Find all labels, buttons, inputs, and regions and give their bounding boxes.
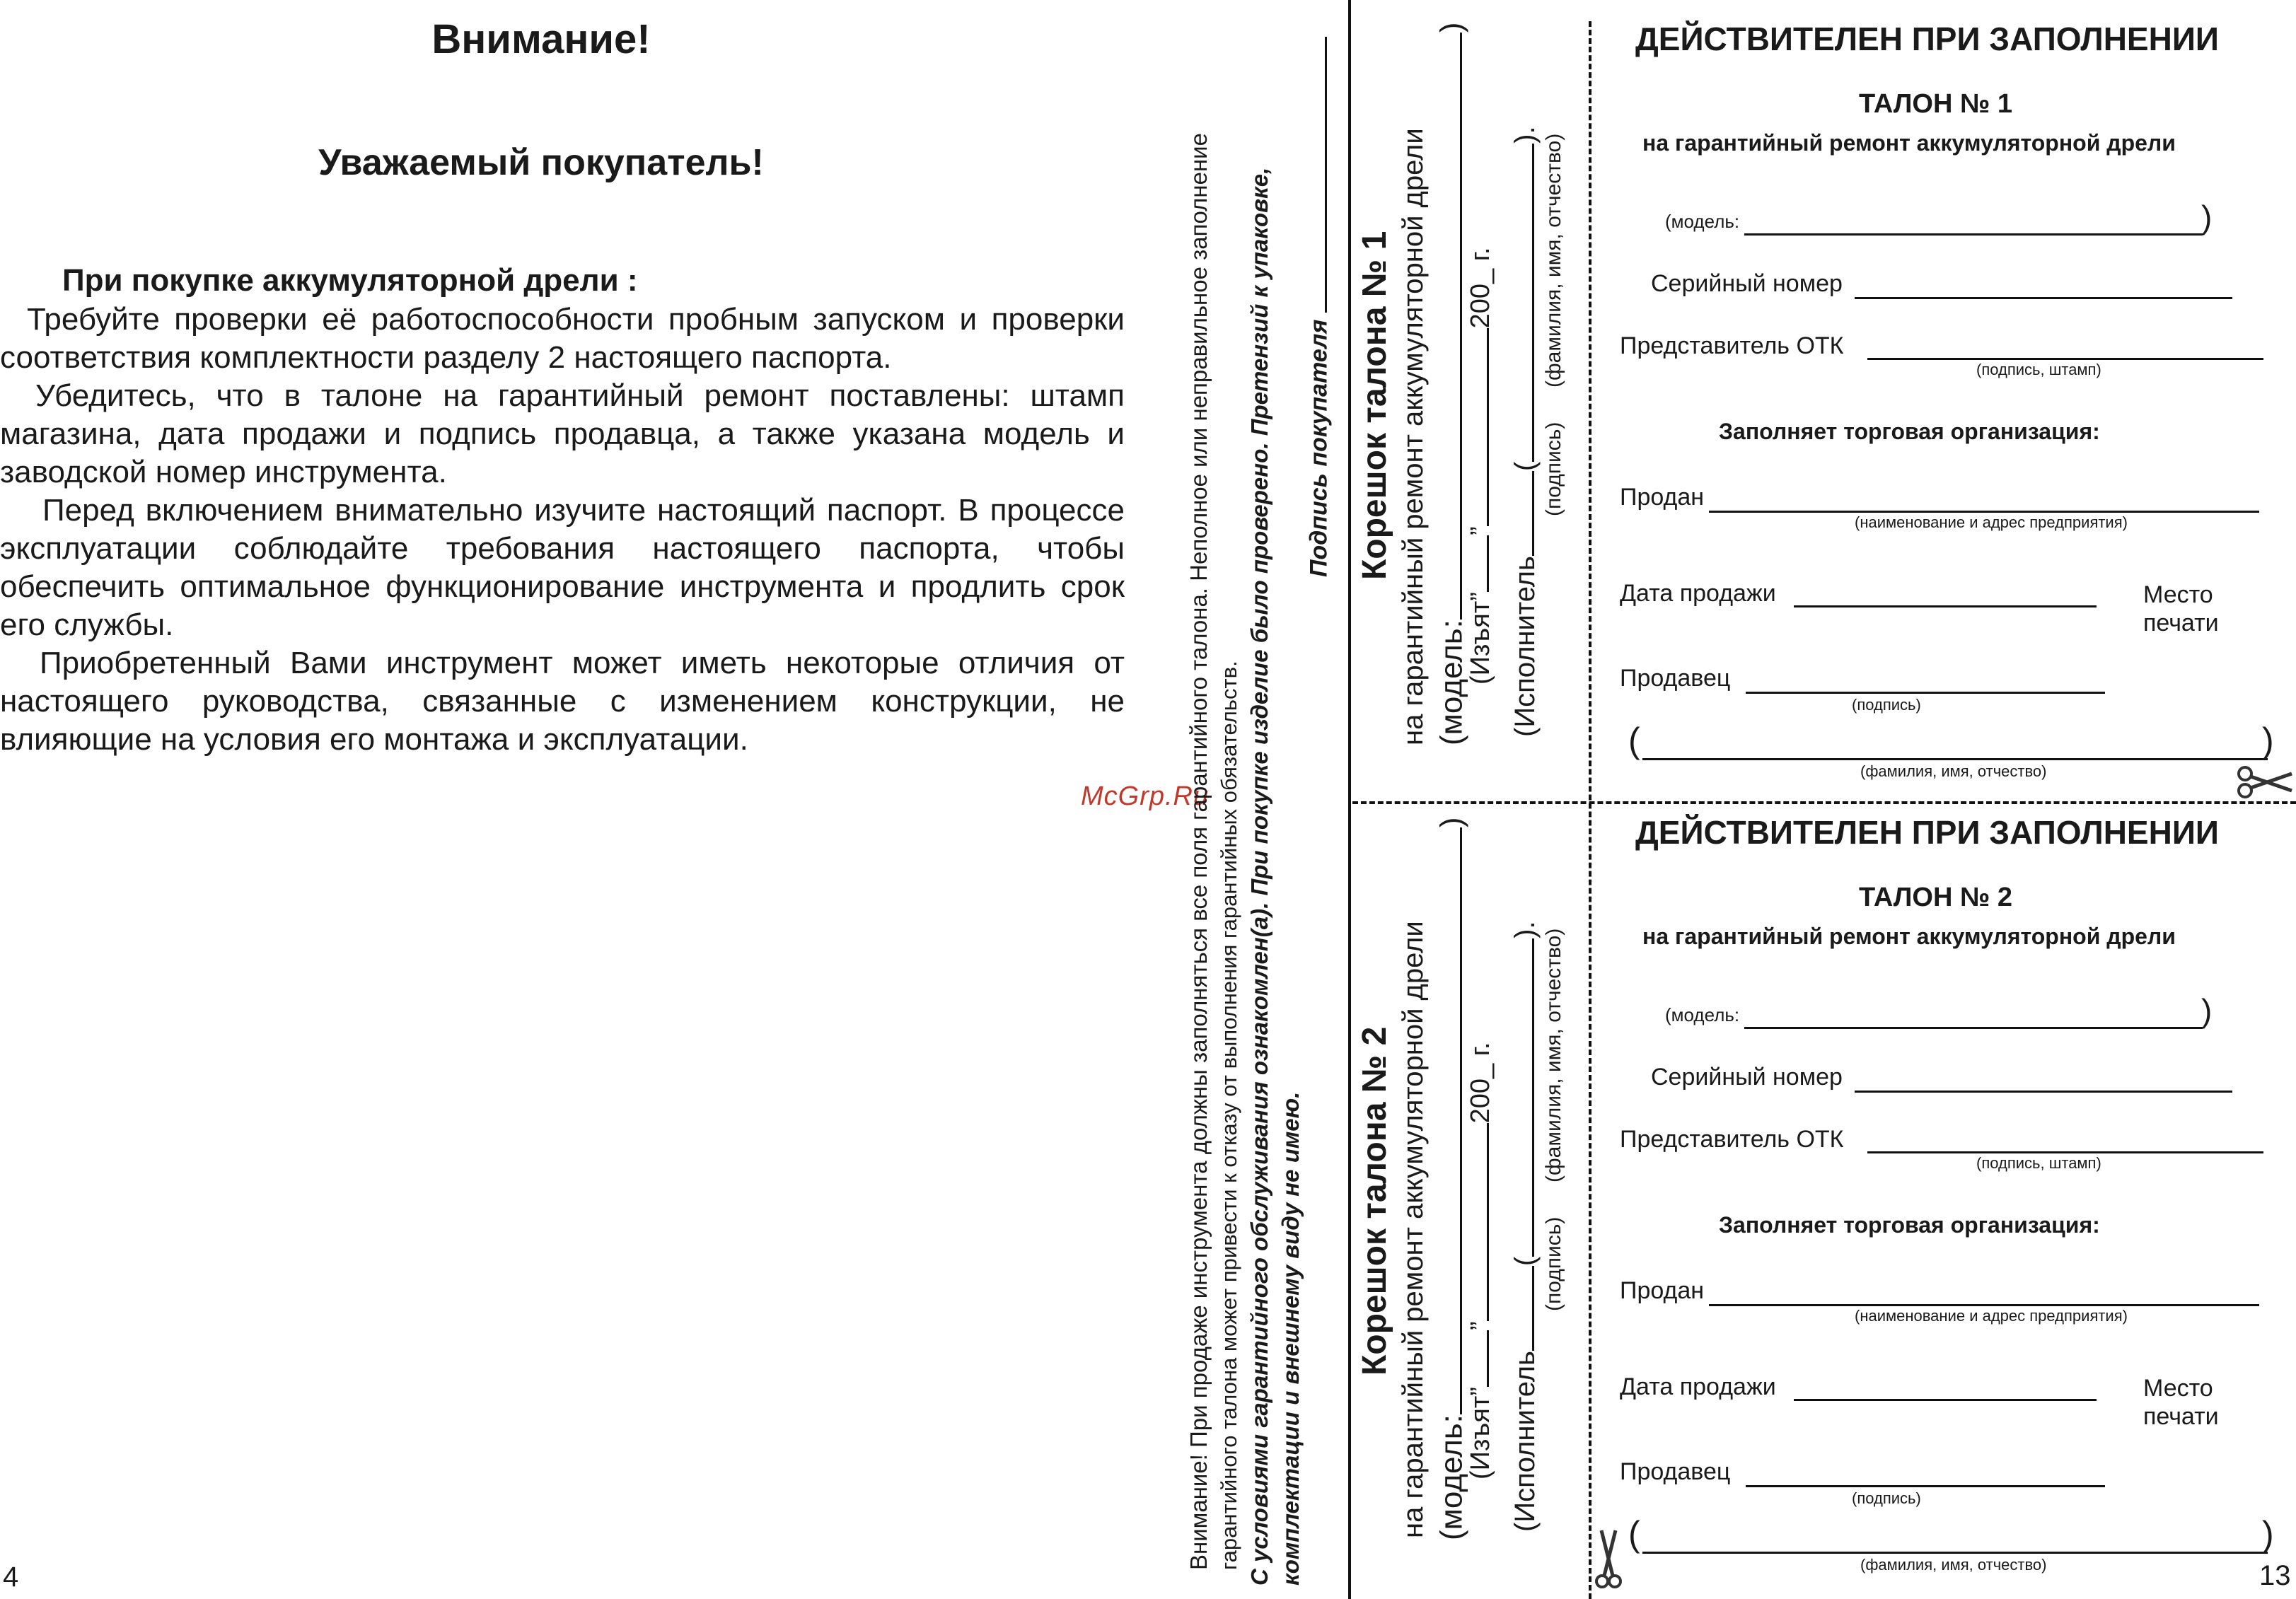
section-heading: При покупке аккумуляторной дрели : [62,263,638,298]
coupon-2-serial-line[interactable] [1855,1091,2232,1093]
stub-1-model: (модель:) [1432,22,1470,745]
coupon-2-valid: ДЕЙСТВИТЕЛЕН ПРИ ЗАПОЛНЕНИИ [1635,814,2219,851]
page-number-left: 4 [3,1562,19,1593]
cut-line-horizontal [1352,801,2296,804]
notice-line-2: гарантийного талона может привести к отказу от выполнения гарантийных обязательств. [1217,661,1241,1570]
coupon-1-seller-label: Продавец [1620,665,1731,692]
coupon-1-sold-line[interactable] [1709,511,2259,513]
cut-line-vertical [1589,21,1591,1599]
coupon-2-date-label: Дата продажи [1620,1373,1776,1400]
paragraph-1: Требуйте проверки её работоспособности пробным запуском и проверки соответствия комплектности разделу 2 настоящего паспорта. [0,302,1125,375]
coupon-1-fio-hint: (фамилия, имя, отчество) [1860,762,2047,780]
coupon-2-number: ТАЛОН № 2 [1859,883,2012,912]
coupon-2-otk-hint: (подпись, штамп) [1976,1154,2101,1172]
stub-1-title: Корешок талона № 1 [1356,231,1393,580]
coupon-2-model-close: ) [2201,992,2213,1029]
watermark: McGrp.Ru [1081,781,1210,811]
coupon-2-subtitle: на гарантийный ремонт аккумуляторной дрели [1642,924,2176,949]
stub-2-taken: (Изъят””200_ г. [1463,1042,1496,1479]
buyer-signature-label: Подпись покупателя [1303,37,1333,577]
coupon-1-stamp-2: печати [2143,610,2219,636]
paragraph-2: Убедитесь, что в талоне на гарантийный ремонт поставлены: штамп магазина, дата продажи и подпись продавца, а также указана модель и заводской номер инструмента. [0,378,1125,489]
stub-2-executor: (Исполнитель(). [1507,921,1541,1532]
coupon-1-org: Заполняет торговая организация: [1719,419,2100,444]
notice-line-3: С условиями гарантийного обслуживания ознакомлен(а). При покупке изделие было проверено. Претензий к упаковке, [1246,167,1272,1586]
coupon-1-seller-line[interactable] [1746,692,2105,694]
coupon-2-stamp-1: Место [2143,1375,2213,1402]
coupon-2-stamp-2: печати [2143,1403,2219,1430]
coupon-1-serial-line[interactable] [1855,297,2232,299]
coupon-2-org: Заполняет торговая организация: [1719,1212,2100,1238]
coupon-2-otk-label: Представитель ОТК [1620,1126,1844,1153]
coupon-1-sold-label: Продан [1620,484,1705,511]
coupon-2-fio-open: ( [1628,1514,1640,1554]
notice-line-4: комплектации и внешнему виду не имею. [1277,1091,1304,1586]
coupon-2-fio-close: ) [2262,1514,2274,1554]
coupon-2-seller-label: Продавец [1620,1458,1731,1485]
coupon-2-fio-hint: (фамилия, имя, отчество) [1860,1556,2047,1574]
coupon-2-date-line[interactable] [1794,1399,2097,1401]
coupon-1-seller-hint: (подпись) [1852,696,1921,714]
coupon-2-otk-line[interactable] [1867,1151,2263,1153]
coupon-1-sold-hint: (наименование и адрес предприятия) [1855,513,2128,531]
stub-2-model: (модель:) [1432,817,1470,1540]
coupon-1-number: ТАЛОН № 1 [1859,89,2012,119]
stub-1-fio-hint: (фамилия, имя, отчество) [1542,133,1565,388]
coupon-2-model-label: (модель: [1665,1004,1740,1025]
stub-2-subtitle: на гарантийный ремонт аккумуляторной дрели [1398,921,1429,1538]
coupon-1-date-line[interactable] [1794,605,2097,607]
coupon-2-fio-line[interactable] [1642,1552,2268,1554]
coupon-1-model-close: ) [2201,199,2213,236]
coupon-1-otk-label: Представитель ОТК [1620,332,1844,359]
instructions-text [0,301,1125,759]
stub-2-fio-hint: (фамилия, имя, отчество) [1542,928,1565,1182]
page-title: Внимание! [431,16,651,62]
coupon-1-otk-hint: (подпись, штамп) [1976,361,2101,378]
stub-2-sign-hint: (подпись) [1542,1216,1565,1311]
stub-1-executor: (Исполнитель(). [1507,126,1541,737]
coupon-2-sold-label: Продан [1620,1277,1705,1304]
stub-2-title: Корешок талона № 2 [1356,1026,1393,1376]
coupon-2-seller-hint: (подпись) [1852,1489,1921,1507]
coupon-1-model-line[interactable] [1744,233,2203,236]
notice-line-1: Внимание! При продаже инструмента должны заполняться все поля гарантийного талона. Неполное или неправильное заполнение [1185,133,1212,1570]
page-subtitle: Уважаемый покупатель! [318,142,764,183]
scissors-icon [1594,1528,1623,1591]
paragraph-4: Приобретенный Вами инструмент может иметь некоторые отличия от настоящего руководства, связанные с изменением конструкции, не влияющие на условия его монтажа и эксплуатации. [0,646,1125,757]
coupon-1-fio-line[interactable] [1642,758,2268,760]
coupon-1-stamp-1: Место [2143,581,2213,608]
coupon-2-serial-label: Серийный номер [1651,1064,1843,1091]
coupon-1-model-label: (модель: [1665,211,1740,232]
page-number-right: 13 [2259,1560,2291,1591]
stub-1-taken: (Изъят””200_ г. [1463,248,1496,685]
coupon-1-otk-line[interactable] [1867,358,2263,360]
coupon-2-model-line[interactable] [1744,1027,2203,1029]
coupon-1-date-label: Дата продажи [1620,580,1776,607]
coupon-1-fio-open: ( [1628,721,1640,760]
coupon-2-sold-hint: (наименование и адрес предприятия) [1855,1307,2128,1325]
coupon-2-seller-line[interactable] [1746,1485,2105,1487]
paragraph-3: Перед включением внимательно изучите настоящий паспорт. В процессе эксплуатации соблюдайте требования настоящего паспорта, чтобы обеспечить оптимальное функционирование инструмента и продлить срок его службы. [0,493,1125,642]
separator-line [1348,0,1351,1599]
stub-1-subtitle: на гарантийный ремонт аккумуляторной дрели [1398,128,1429,745]
coupon-2-sold-line[interactable] [1709,1304,2259,1306]
stub-1-sign-hint: (подпись) [1542,421,1565,516]
coupon-1-fio-close: ) [2262,721,2274,760]
scissors-icon [2235,765,2295,799]
coupon-1-serial-label: Серийный номер [1651,270,1843,297]
coupon-1-subtitle: на гарантийный ремонт аккумуляторной дрели [1642,130,2176,156]
coupon-1-valid: ДЕЙСТВИТЕЛЕН ПРИ ЗАПОЛНЕНИИ [1635,21,2219,57]
